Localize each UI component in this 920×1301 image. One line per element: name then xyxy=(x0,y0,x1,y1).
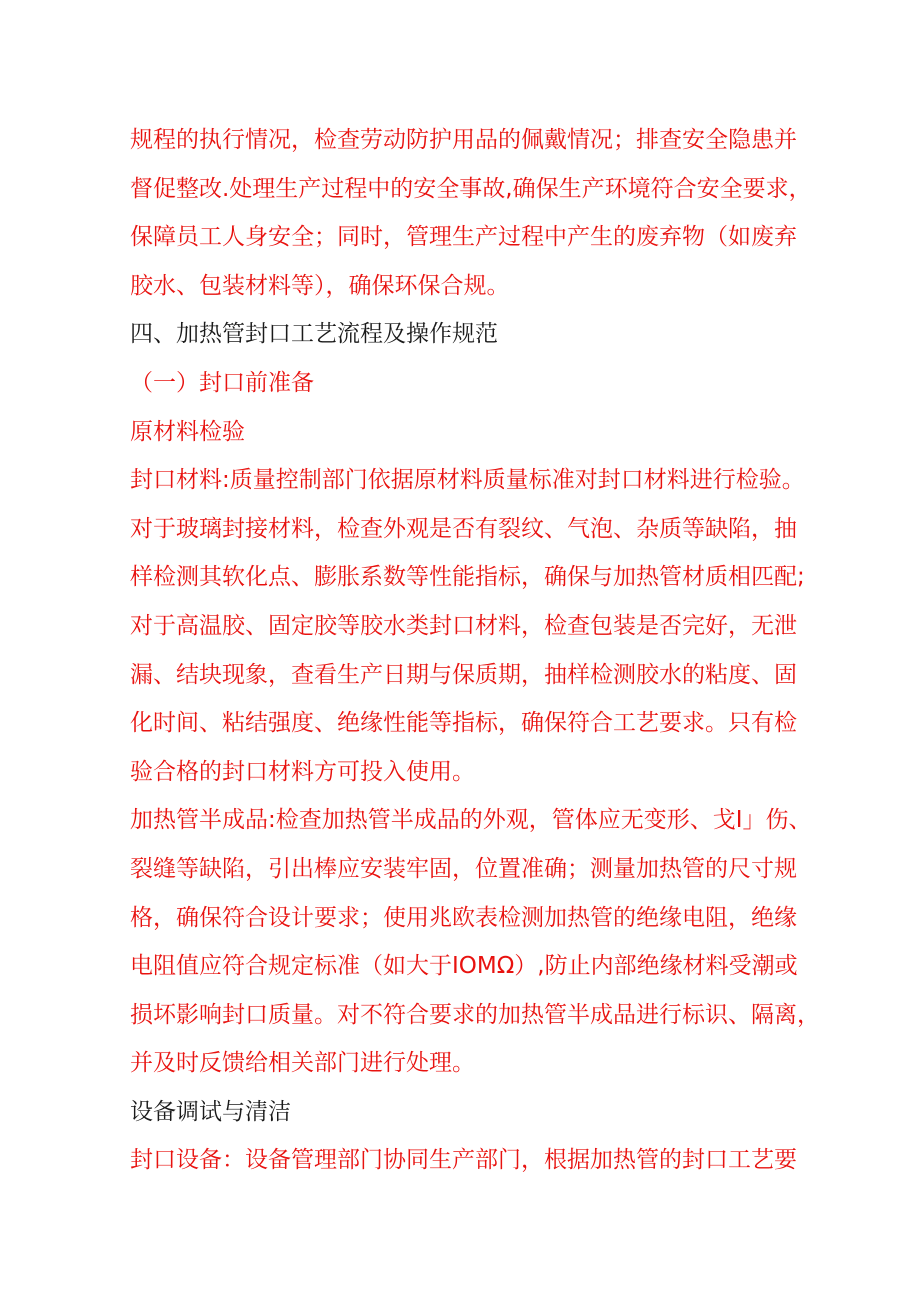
text-line: 电阻值应符合规定标准（如大于IOMΩ）,防止内部绝缘材料受潮或 xyxy=(130,953,798,980)
text-line: 样检测其软化点、膨胀系数等性能指标，确保与加热管材质相匹配; xyxy=(130,564,805,591)
subsection-heading: （一）封口前准备 xyxy=(130,369,314,396)
text-line: 加热管半成品:检查加热管半成品的外观，管体应无变形、戈I」伤、 xyxy=(130,807,812,834)
text-line: 裂缝等缺陷，引出棒应安装牢固，位置准确；测量加热管的尺寸规 xyxy=(130,855,797,882)
text-line: 化时间、粘结强度、绝缘性能等指标，确保符合工艺要求。只有检 xyxy=(130,710,797,737)
item-heading: 原材料检验 xyxy=(130,418,245,445)
text-line: 胶水、包装材料等），确保环保合规。 xyxy=(130,272,510,299)
text-line: 保障员工人身安全；同时，管理生产过程中产生的废弃物（如废弃 xyxy=(130,224,797,251)
text-line: 并及时反馈给相关部门进行处理。 xyxy=(130,1050,475,1077)
text-line: 对于玻璃封接材料，检查外观是否有裂纹、气泡、杂质等缺陷，抽 xyxy=(130,515,797,542)
text-line: 验合格的封口材料方可投入使用。 xyxy=(130,758,475,785)
text-line: 对于高温胶、固定胶等胶水类封口材料，检查包装是否完好，无泄 xyxy=(130,612,797,639)
document-body xyxy=(130,116,820,1185)
text-line: 漏、结块现象，查看生产日期与保质期，抽样检测胶水的粘度、固 xyxy=(130,661,797,688)
text-line: 格，确保符合设计要求；使用兆欧表检测加热管的绝缘电阻，绝缘 xyxy=(130,904,797,931)
item-heading: 设备调试与清洁 xyxy=(130,1098,291,1125)
section-heading: 四、加热管封口工艺流程及操作规范 xyxy=(130,321,498,348)
text-line: 规程的执行情况，检查劳动防护用品的佩戴情况；排查安全隐患并 xyxy=(130,127,797,153)
text-line: 督促整改.处理生产过程中的安全事故,确保生产环境符合安全要求， xyxy=(130,175,812,202)
text-line: 封口材料:质量控制部门依据原材料质量标准对封口材料进行检验。 xyxy=(130,467,805,494)
text-line: 损坏影响封口质量。对不符合要求的加热管半成品进行标识、隔离， xyxy=(130,1001,820,1028)
text-line: 封口设备：设备管理部门协同生产部门，根据加热管的封口工艺要 xyxy=(130,1147,797,1174)
